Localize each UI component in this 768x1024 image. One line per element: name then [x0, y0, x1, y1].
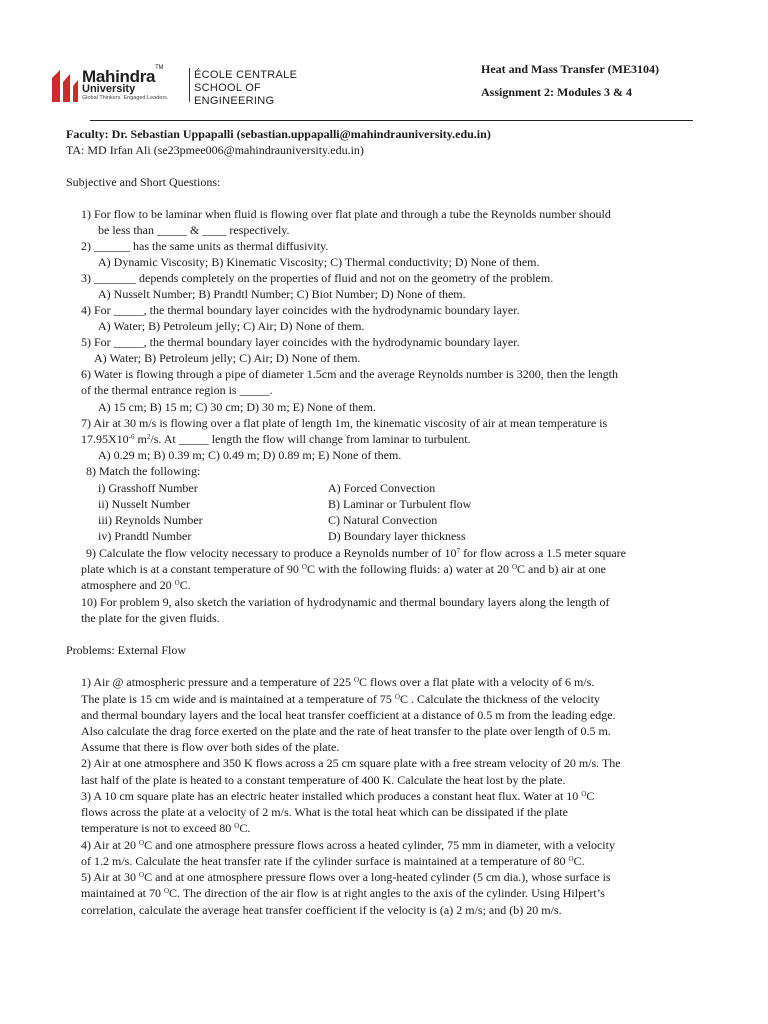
- question-2-options: A) Dynamic Viscosity; B) Kinematic Viscosity; C) Thermal conductivity; D) None of them.: [98, 255, 540, 269]
- logo-brand: Mahindra™: [82, 65, 164, 86]
- ta-line: TA: MD Irfan Ali (se23pmee006@mahindrauniversity.edu.in): [66, 143, 364, 157]
- question-9-cont: plate which is at a constant temperature of 90 $^O$C with the following fluids: a) water at 20 $^O$C and b) air at one: [81, 562, 606, 576]
- match-left-4: iv) Prandtl Number: [98, 529, 192, 543]
- problem-1-cont-2: and thermal boundary layers and the local heat transfer coefficient at a distance of 0.5 m from the leading edge.: [81, 708, 616, 722]
- question-7-cont: $17.95X10^{-6}$ $m^2/s$. At _____ length the flow will change from laminar to turbulent.: [81, 432, 471, 446]
- problem-4-cont: of 1.2 m/s. Calculate the heat transfer rate if the cylinder surface is maintained at a temperature of 80 $^O$C.: [81, 854, 585, 868]
- problem-3-cont-2: temperature is not to exceed 80 $^O$C.: [81, 821, 251, 835]
- logo-divider: [189, 68, 190, 102]
- question-10-cont: the plate for the given fluids.: [81, 611, 220, 625]
- match-right-1: A) Forced Convection: [328, 481, 436, 495]
- question-3-options: A) Nusselt Number; B) Prandtl Number; C) Biot Number; D) None of them.: [98, 287, 466, 301]
- problem-4: 4) Air at 20 $^O$C and one atmosphere pressure flows across a heated cylinder, 75 mm in diameter, with a velocity: [81, 838, 615, 852]
- question-2: 2) ______ has the same units as thermal diffusivity.: [81, 239, 329, 253]
- problem-2: 2) Air at one atmosphere and 350 K flows across a 25 cm square plate with a free stream velocity of 20 m/s. The: [81, 756, 621, 770]
- match-left-2: ii) Nusselt Number: [98, 497, 190, 511]
- problem-1-cont-4: Assume that there is flow over both sides of the plate.: [81, 740, 340, 754]
- mahindra-logo-mark: [52, 68, 78, 102]
- question-1: 1) For flow to be laminar when fluid is flowing over flat plate and through a tube the Reynolds number should: [81, 207, 611, 221]
- question-10: 10) For problem 9, also sketch the variation of hydrodynamic and thermal boundary layers along the length of: [81, 595, 610, 609]
- course-title: Heat and Mass Transfer (ME3104): [481, 62, 659, 76]
- university-logo: [52, 66, 342, 106]
- question-7-options: A) 0.29 m; B) 0.39 m; C) 0.49 m; D) 0.89 m; E) None of them.: [98, 448, 402, 462]
- question-1-cont: be less than _____ & ____ respectively.: [98, 223, 290, 237]
- problem-3: 3) A 10 cm square plate has an electric heater installed which produces a constant heat flux. Water at 10 $^O$C: [81, 789, 595, 803]
- question-3: 3) _______ depends completely on the properties of fluid and not on the geometry of the problem.: [81, 271, 554, 285]
- logo-tagline: Global Thinkers. Engaged Leaders.: [82, 95, 169, 101]
- question-9: 9) Calculate the flow velocity necessary to produce a Reynolds number of $10^7$ for flow across a 1.5 meter square: [86, 546, 626, 560]
- problem-5-cont-2: correlation, calculate the average heat transfer coefficient if the velocity is (a) 2 m/s; and (b) 20 m/s.: [81, 903, 562, 917]
- problem-1-cont-3: Also calculate the drag force exerted on the plate and the rate of heat transfer to the plate over length of 0.5 m.: [81, 724, 611, 738]
- question-5-options: A) Water; B) Petroleum jelly; C) Air; D) None of them.: [94, 351, 361, 365]
- problem-3-cont: flows across the plate at a velocity of 2 m/s. What is the total heat which can be dissipated if the plate: [81, 805, 568, 819]
- question-4-options: A) Water; B) Petroleum jelly; C) Air; D) None of them.: [98, 319, 365, 333]
- subjective-heading: Subjective and Short Questions:: [66, 175, 221, 189]
- question-7: 7) Air at 30 m/s is flowing over a flat plate of length 1m, the kinematic viscosity of air at mean temperature is: [81, 416, 608, 430]
- problem-5-cont: maintained at 70 $^O$C. The direction of the air flow is at right angles to the axis of the cylinder. Using Hilpert’s: [81, 886, 605, 900]
- external-flow-heading: Problems: External Flow: [66, 643, 186, 657]
- header-divider: [90, 120, 693, 121]
- question-6-cont: of the thermal entrance region is _____.: [81, 383, 273, 397]
- match-left-1: i) Grasshoff Number: [98, 481, 198, 495]
- assignment-title: Assignment 2: Modules 3 & 4: [481, 85, 633, 99]
- match-left-3: iii) Reynolds Number: [98, 513, 203, 527]
- faculty-line: Faculty: Dr. Sebastian Uppapalli (sebastian.uppapalli@mahindrauniversity.edu.in): [66, 127, 491, 141]
- match-right-2: B) Laminar or Turbulent flow: [328, 497, 472, 511]
- question-6-options: A) 15 cm; B) 15 m; C) 30 cm; D) 30 m; E) None of them.: [98, 400, 376, 414]
- question-8: 8) Match the following:: [86, 464, 201, 478]
- problem-1-cont: The plate is 15 cm wide and is maintained at a temperature of 75 $^O$C . Calculate the thickness of the velocity: [81, 692, 600, 706]
- problem-5: 5) Air at 30 $^O$C and at one atmosphere pressure flows over a long-heated cylinder (5 cm dia.), whose surface is: [81, 870, 611, 884]
- logo-school-name: ÉCOLE CENTRALE SCHOOL OF ENGINEERING: [194, 69, 298, 107]
- problem-2-cont: last half of the plate is heated to a constant temperature of 400 K. Calculate the heat lost by the plate.: [81, 773, 566, 787]
- question-4: 4) For _____, the thermal boundary layer coincides with the hydrodynamic boundary layer.: [81, 303, 520, 317]
- match-right-3: C) Natural Convection: [328, 513, 438, 527]
- question-9-cont-2: atmosphere and 20 $^O$C.: [81, 578, 191, 592]
- match-right-4: D) Boundary layer thickness: [328, 529, 466, 543]
- question-6: 6) Water is flowing through a pipe of diameter 1.5cm and the average Reynolds number is 3200, then the length: [81, 367, 619, 381]
- question-5: 5) For _____, the thermal boundary layer coincides with the hydrodynamic boundary layer.: [81, 335, 520, 349]
- logo-university: University: [82, 83, 136, 95]
- problem-1: 1) Air @ atmospheric pressure and a temperature of 225 $^O$C flows over a flat plate with a velocity of 6 m/s.: [81, 675, 595, 689]
